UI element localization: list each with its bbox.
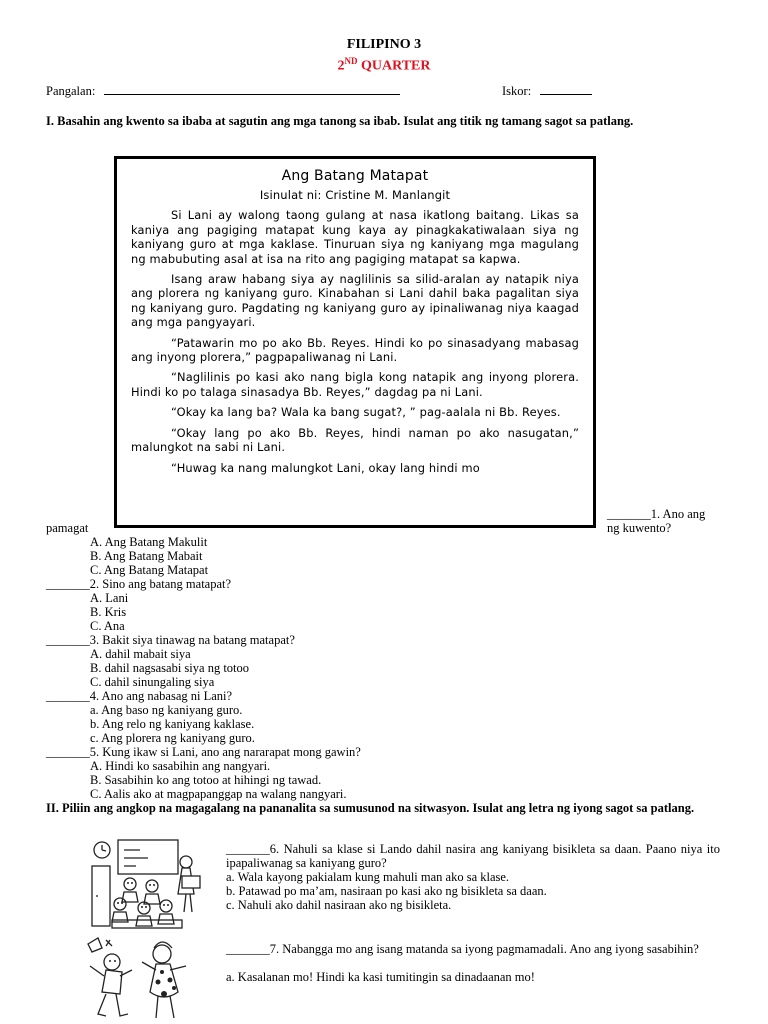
- option: c. Nahuli ako dahil nasiraan ako ng bisikleta.: [226, 898, 452, 912]
- story-title: Ang Batang Matapat: [281, 168, 429, 184]
- option: b. Patawad po ma’am, nasiraan po kasi ako ng bisikleta sa daan.: [226, 884, 547, 898]
- story-paragraph: “Naglilinis po kasi ako nang bigla kong natapik ang inyong plorera. Hindi ko po talaga sinasadya Bb. Reyes,” dagdag pa ni Lani.: [131, 370, 579, 399]
- question-4: _______4. Ano ang nabasag ni Lani?: [46, 689, 233, 703]
- story-paragraph: Isang araw habang siya ay naglilinis sa silid-aralan ay natapik niya ang plorera ng kaniyang guro. Kinabahan si Lani dahil baka pagalitan siya ng kaniyang guro. Pagdating ng kaniyang guro ay ipinaliwanag niya kaagad ang mga pangyayari.: [131, 272, 579, 330]
- answer-blank[interactable]: _______: [607, 507, 651, 521]
- bumping-clipart: [84, 936, 196, 1024]
- option: B. Kris: [90, 605, 127, 619]
- question-3: _______3. Bakit siya tinawag na batang matapat?: [46, 633, 295, 647]
- worksheet-title: FILIPINO 3: [346, 37, 422, 52]
- story-paragraph: “Patawarin mo po ako Bb. Reyes. Hindi ko po sinasadyang mabasag ang inyong plorera,” pagpapaliwanag ni Lani.: [131, 335, 579, 365]
- score-blank[interactable]: [540, 94, 592, 95]
- option: b. Ang relo ng kaniyang kaklase.: [90, 717, 255, 731]
- name-label: Pangalan:: [46, 84, 96, 98]
- question-1: _______1. Ano ang: [607, 507, 706, 521]
- question-5: _______5. Kung ikaw si Lani, ano ang nararapat mong gawin?: [46, 745, 361, 759]
- story-paragraph: “Huwag ka nang malungkot Lani, okay lang hindi mo: [171, 460, 480, 475]
- option: B. Ang Batang Mabait: [90, 549, 203, 563]
- option: C. Ana: [90, 619, 125, 633]
- option: A. Hindi ko sasabihin ang nangyari.: [90, 759, 271, 773]
- option: C. Ang Batang Matapat: [90, 563, 209, 577]
- option: A. Lani: [90, 591, 129, 605]
- option: A. Ang Batang Makulit: [90, 535, 208, 549]
- option: C. Aalis ako at magpapanggap na walang nangyari.: [90, 787, 347, 801]
- question-6: _______6. Nahuli sa klase si Lando dahil nasira ang kaniyang bisikleta sa daan. Paano niya ito ipapaliwanag sa kaniyang guro?: [226, 842, 720, 870]
- option: a. Kasalanan mo! Hindi ka kasi tumitingin sa dinadaanan mo!: [226, 970, 535, 984]
- part2-instruction: II. Piliin ang angkop na magagalang na pananalita sa sumusunod na sitwasyon. Isulat ang letra ng iyong sagot sa patlang.: [46, 801, 695, 815]
- part1-instruction: I. Basahin ang kwento sa ibaba at sagutin ang mga tanong sa ibab. Isulat ang titik ng tamang sagot sa patlang.: [46, 114, 634, 128]
- option: a. Wala kayong pakialam kung mahuli man ako sa klase.: [226, 870, 510, 884]
- option: a. Ang baso ng kaniyang guro.: [90, 703, 243, 717]
- quarter-label: 2ND QUARTER: [337, 56, 431, 74]
- name-blank[interactable]: [104, 94, 400, 95]
- score-label: Iskor:: [502, 84, 532, 98]
- name-field: [46, 84, 400, 98]
- question-2: _______2. Sino ang batang matapat?: [46, 577, 232, 591]
- story-paragraph: “Okay ka lang ba? Wala ka bang sugat?, ” pag-aalala ni Bb. Reyes.: [171, 405, 561, 420]
- question-7: _______7. Nabangga mo ang isang matanda sa iyong pagmamadali. Ano ang iyong sasabihin?: [226, 942, 699, 956]
- story-paragraph: Si Lani ay walong taong gulang at nasa ikatlong baitang. Likas sa kaniya ang pagiging matapat kung kaya ay pinagkakatiwalaan siya ng kaniyang guro at mga kaklase. Tinuruan siya ng kaniyang mga magulang ng mabubuting asal at isa na rito ang pagiging matapat sa kapwa.: [131, 208, 579, 266]
- option: C. dahil sinungaling siya: [90, 675, 215, 689]
- classroom-clipart: [90, 836, 202, 930]
- question-1-cont: ng kuwento?: [607, 521, 672, 535]
- option: B. Sasabihin ko ang totoo at hihingi ng tawad.: [90, 773, 322, 787]
- question-1-lead: pamagat: [46, 521, 89, 535]
- option: c. Ang plorera ng kaniyang guro.: [90, 731, 255, 745]
- score-field: [502, 84, 592, 98]
- option: B. dahil nagsasabi siya ng totoo: [90, 661, 250, 675]
- option: A. dahil mabait siya: [90, 647, 191, 661]
- story-box: [114, 156, 596, 528]
- story-paragraph: “Okay lang po ako Bb. Reyes, hindi naman po ako nasugatan,” malungkot na sabi ni Lani.: [131, 425, 579, 455]
- story-author: Isinulat ni: Cristine M. Manlangit: [259, 188, 451, 202]
